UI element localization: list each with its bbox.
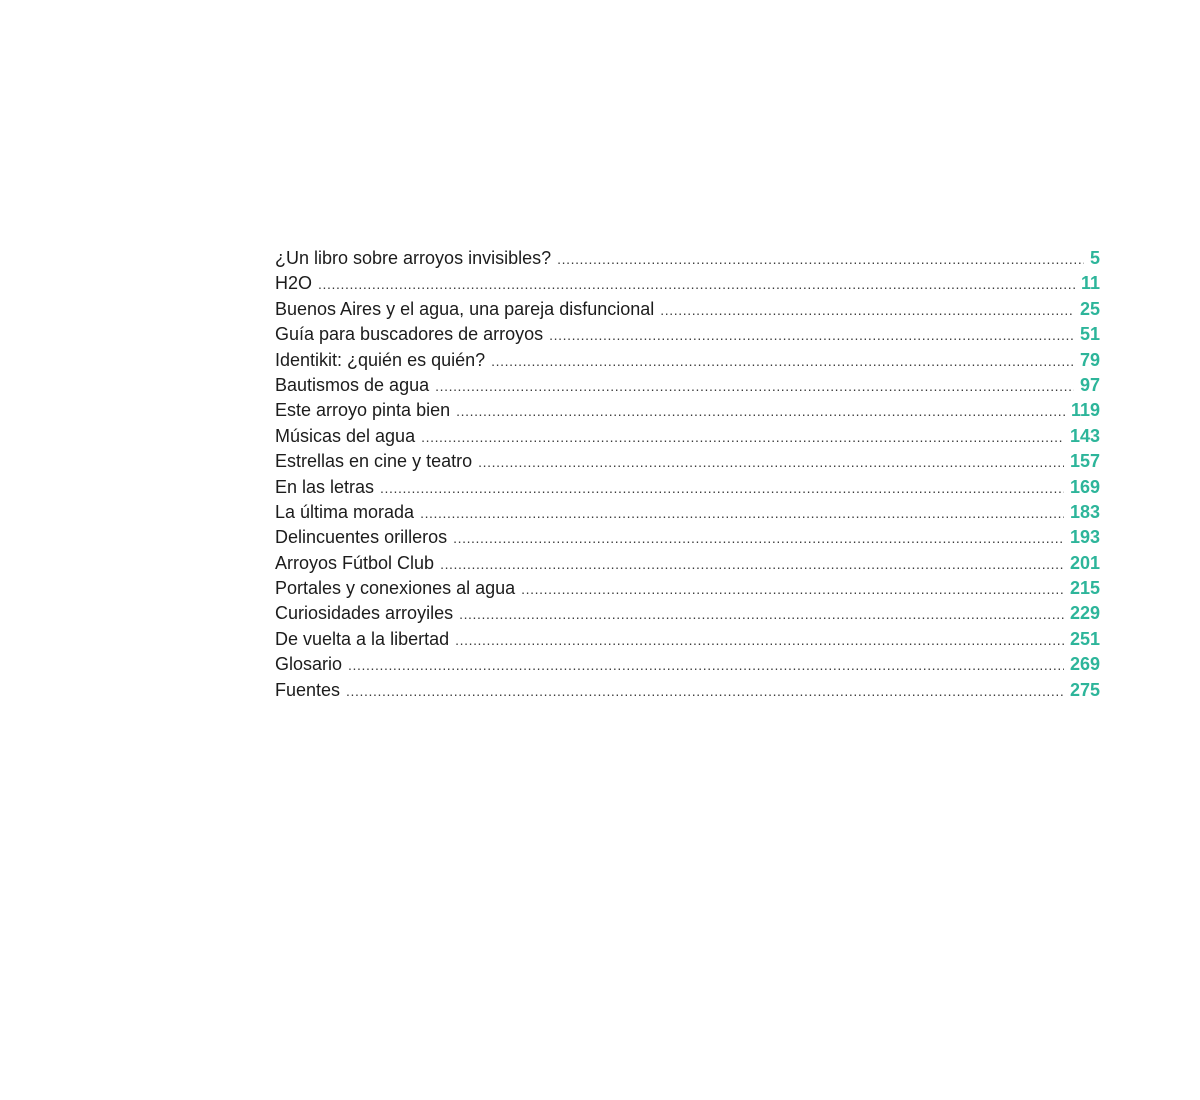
toc-entry-title: La última morada bbox=[275, 501, 415, 522]
toc-entry-page: 275 bbox=[1069, 679, 1100, 700]
toc-entry[interactable] bbox=[275, 525, 1100, 550]
toc-entry[interactable] bbox=[275, 398, 1100, 423]
toc-entry-page: 229 bbox=[1069, 603, 1100, 624]
toc-entry-page: 97 bbox=[1079, 374, 1100, 395]
dot-leader bbox=[660, 298, 1074, 323]
toc-entry-page: 79 bbox=[1079, 349, 1100, 370]
dot-leader bbox=[478, 450, 1064, 475]
toc-entry-title: Guía para buscadores de arroyos bbox=[275, 324, 544, 345]
dot-leader bbox=[455, 628, 1064, 653]
dot-leader bbox=[521, 577, 1064, 602]
toc-entry-title: Portales y conexiones al agua bbox=[275, 578, 516, 599]
toc-entry-page: 251 bbox=[1069, 628, 1100, 649]
dot-leader bbox=[346, 679, 1064, 704]
toc-entry[interactable] bbox=[275, 678, 1100, 703]
toc-entry[interactable] bbox=[275, 475, 1100, 500]
toc-entry[interactable] bbox=[275, 449, 1100, 474]
toc-entry[interactable] bbox=[275, 424, 1100, 449]
toc-entry-title: Fuentes bbox=[275, 679, 341, 700]
table-of-contents bbox=[275, 246, 1100, 703]
dot-leader bbox=[549, 323, 1074, 348]
toc-entry-title: De vuelta a la libertad bbox=[275, 628, 450, 649]
toc-entry-title: Glosario bbox=[275, 654, 343, 675]
toc-entry-page: 5 bbox=[1089, 248, 1100, 268]
dot-leader bbox=[459, 602, 1064, 627]
dot-leader bbox=[453, 526, 1064, 551]
toc-entry[interactable] bbox=[275, 322, 1100, 347]
toc-entry-page: 183 bbox=[1069, 501, 1100, 522]
toc-entry-page: 201 bbox=[1069, 552, 1100, 573]
dot-leader bbox=[421, 425, 1064, 450]
toc-entry-title: Curiosidades arroyiles bbox=[275, 603, 454, 624]
toc-entry-title: Este arroyo pinta bien bbox=[275, 400, 451, 421]
toc-entry-title: H2O bbox=[275, 273, 313, 294]
toc-entry-page: 169 bbox=[1069, 476, 1100, 497]
toc-entry[interactable] bbox=[275, 348, 1100, 373]
toc-entry[interactable] bbox=[275, 627, 1100, 652]
toc-entry-title: Identikit: ¿quién es quién? bbox=[275, 349, 486, 370]
dot-leader bbox=[348, 653, 1064, 678]
toc-entry-page: 11 bbox=[1080, 273, 1100, 294]
dot-leader bbox=[420, 501, 1064, 526]
dot-leader bbox=[318, 272, 1075, 297]
toc-entry-page: 51 bbox=[1079, 324, 1100, 345]
toc-entry-title: ¿Un libro sobre arroyos invisibles? bbox=[275, 248, 552, 268]
toc-entry[interactable] bbox=[275, 500, 1100, 525]
toc-entry-title: Músicas del agua bbox=[275, 425, 416, 446]
toc-entry-title: Delincuentes orilleros bbox=[275, 527, 448, 548]
toc-entry[interactable] bbox=[275, 601, 1100, 626]
dot-leader bbox=[456, 399, 1065, 424]
toc-entry-page: 215 bbox=[1069, 578, 1100, 599]
dot-leader bbox=[380, 476, 1064, 501]
toc-entry[interactable] bbox=[275, 652, 1100, 677]
toc-entry-page: 25 bbox=[1079, 298, 1100, 319]
toc-entry-title: En las letras bbox=[275, 476, 375, 497]
toc-entry-page: 269 bbox=[1069, 654, 1100, 675]
toc-entry-page: 119 bbox=[1070, 400, 1100, 421]
dot-leader bbox=[557, 247, 1084, 272]
toc-entry-title: Arroyos Fútbol Club bbox=[275, 552, 435, 573]
toc-entry-title: Buenos Aires y el agua, una pareja disfuncional bbox=[275, 298, 655, 319]
toc-entry[interactable] bbox=[275, 297, 1100, 322]
dot-leader bbox=[491, 349, 1074, 374]
toc-entry[interactable] bbox=[275, 246, 1100, 271]
toc-entry[interactable] bbox=[275, 373, 1100, 398]
toc-entry-title: Bautismos de agua bbox=[275, 374, 430, 395]
dot-leader bbox=[440, 552, 1064, 577]
toc-entry[interactable] bbox=[275, 576, 1100, 601]
dot-leader bbox=[435, 374, 1074, 399]
toc-entry[interactable] bbox=[275, 551, 1100, 576]
toc-entry-page: 143 bbox=[1069, 425, 1100, 446]
toc-entry[interactable] bbox=[275, 271, 1100, 296]
toc-entry-page: 157 bbox=[1069, 451, 1100, 472]
toc-entry-page: 193 bbox=[1069, 527, 1100, 548]
toc-entry-title: Estrellas en cine y teatro bbox=[275, 451, 473, 472]
